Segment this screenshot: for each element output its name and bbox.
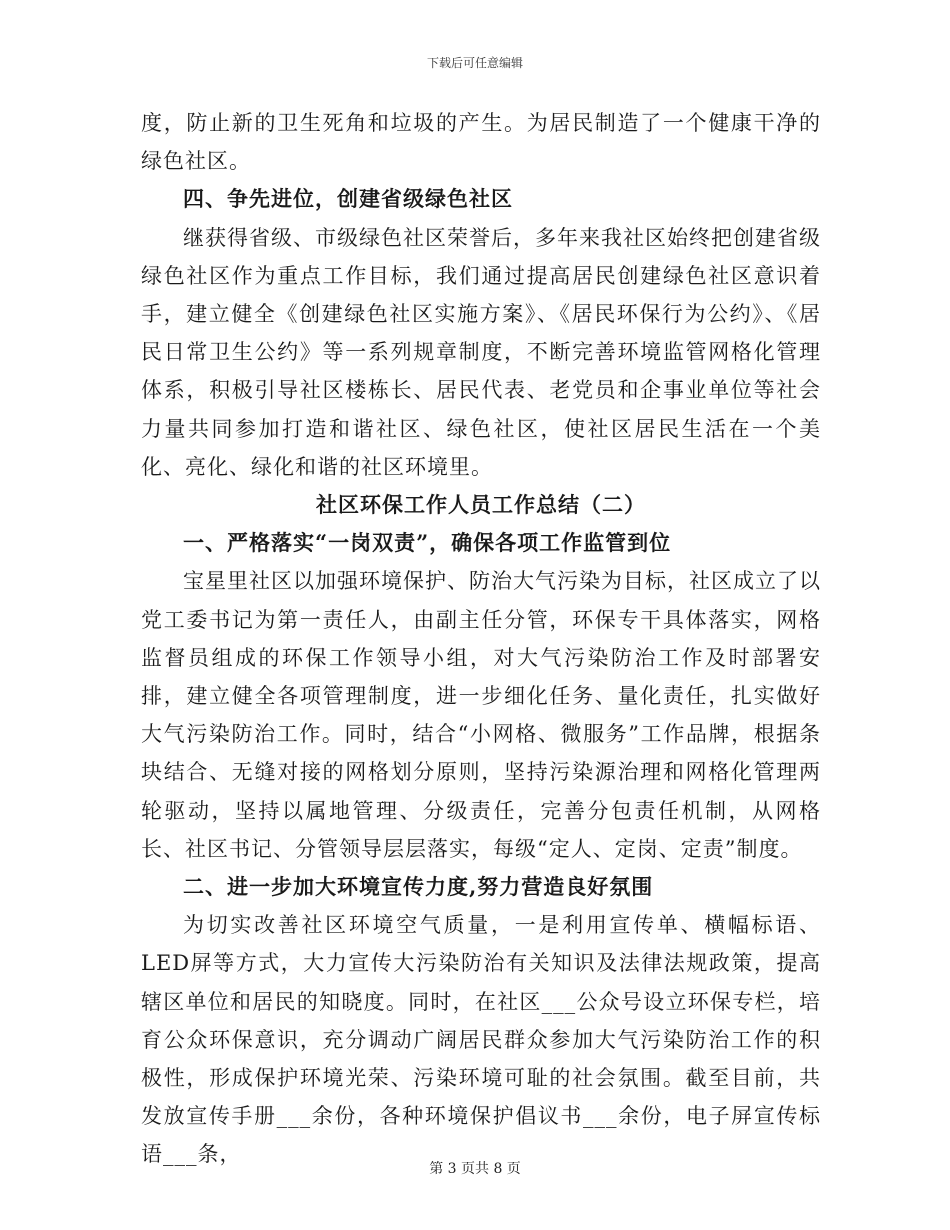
section-heading: 二、进一步加大环境宣传力度,努力营造良好氛围: [183, 874, 654, 900]
document-body: [141, 104, 821, 1174]
section-heading: 一、严格落实“一岗双责”，确保各项工作监管到位: [183, 530, 672, 556]
paragraph: 度，防止新的卫生死角和垃圾的产生。为居民制造了一个健康干净的绿色社区。: [141, 111, 821, 174]
paragraph: 宝星里社区以加强环境保护、防治大气污染为目标，社区成立了以党工委书记为第一责任人，由副主任分管，环保专干具体落实，网格监督员组成的环保工作领导小组，对大气污染防治工作及时部署安排，建立健全各项管理制度，进一步细化任务、量化责任，扎实做好大气污染防治工作。同时，结合“小网格、微服务”工作品牌，根据条块结合、无缝对接的网格划分原则，坚持污染源治理和网格化管理两轮驱动，坚持以属地管理、分级责任，完善分包责任机制，从网格长、社区书记、分管领导层层落实，每级“定人、定岗、定责”制度。: [141, 569, 821, 861]
page-header: 下载后可任意编辑: [426, 56, 523, 70]
section-heading: 四、争先进位，创建省级绿色社区: [183, 186, 513, 212]
paragraph: 继获得省级、市级绿色社区荣誉后，多年来我社区始终把创建省级绿色社区作为重点工作目标，我们通过提高居民创建绿色社区意识着手，建立健全《创建绿色社区实施方案》、《居民环保行为公约》、《居民日常卫生公约》等一系列规章制度，不断完善环境监管网格化管理体系，积极引导社区楼栋长、居民代表、老党员和企事业单位等社会力量共同参加打造和谐社区、绿色社区，使社区居民生活在一个美化、亮化、绿化和谐的社区环境里。: [141, 225, 821, 479]
page-footer: 第 3 页共 8 页: [429, 1161, 521, 1177]
paragraph: 为切实改善社区环境空气质量，一是利用宣传单、横幅标语、LED屏等方式，大力宣传大污染防治有关知识及法律法规政策，提高辖区单位和居民的知晓度。同时，在社区___公众号设立环保专栏，培育公众环保意识，充分调动广阔居民群众参加大气污染防治工作的积极性，形成保护环境光荣、污染环境可耻的社会氛围。截至目前，共发放宣传手册___余份，各种环境保护倡议书___余份，电子屏宣传标语___条，: [141, 913, 821, 1167]
document-title: 社区环保工作人员工作总结（二）: [316, 492, 646, 518]
